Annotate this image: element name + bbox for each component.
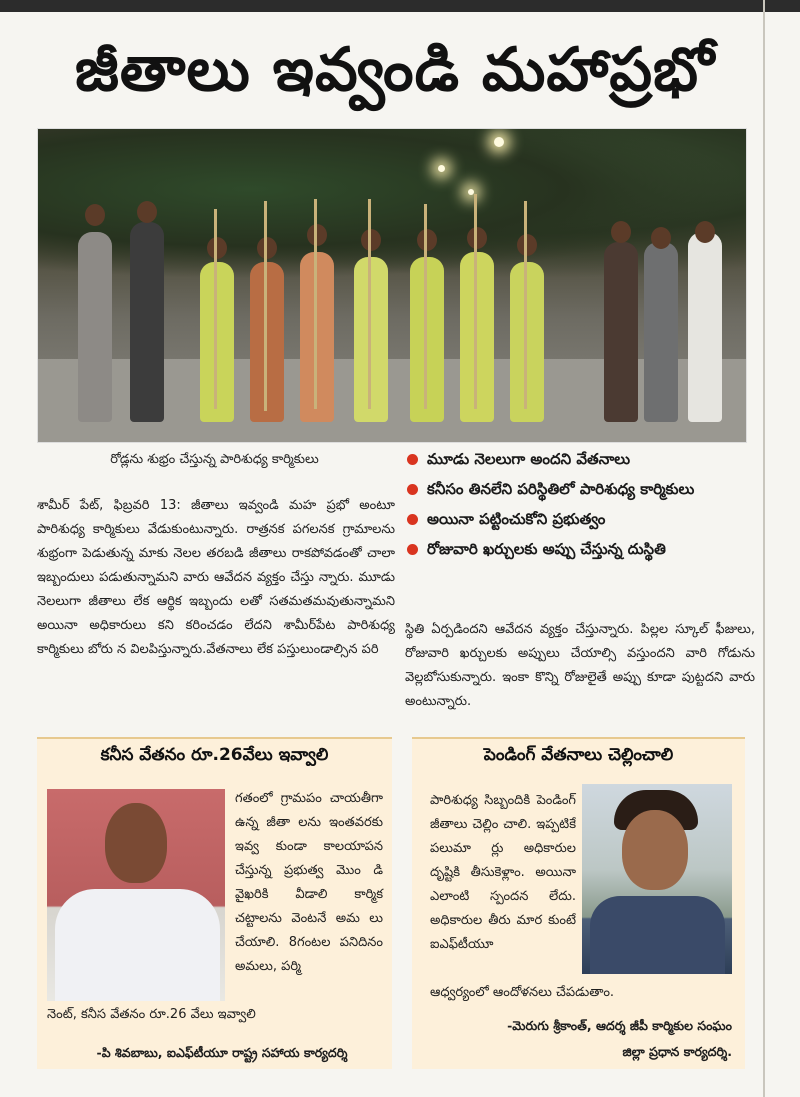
quote-signature: -పి శివబాబు, ఐఎఫ్‌టీయూ రాష్ట్ర సహాయ కార్యదర్శి [96, 1045, 348, 1060]
quote-box-right [412, 737, 745, 1069]
highlight-item: మూడు నెలలుగా అందని వేతనాలు [405, 444, 760, 474]
quote-signature [432, 1013, 732, 1065]
portrait-photo [582, 784, 732, 974]
highlight-item: కనీసం తినలేని పరిస్థితిలో పారిశుధ్య కార్మికులు [405, 474, 760, 504]
quote-text: పారిశుధ్య సిబ్బందికి పెండింగ్ జీతాలు చెల్లిం చాలి. ఇప్పటికే పలుమా ర్లు అధికారుల దృష్టికి తీసుకెళ్లాం. అయినా ఎలాంటి స్పందన లేదు. అధికారుల తీరు మార కుంటే ఐఎఫ్‌టీయూ [430, 793, 576, 952]
top-edge-bar [0, 0, 800, 12]
workers-photo [37, 128, 747, 443]
quote-text-continued: ఆధ్వర్యంలో ఆందోళనలు చేపడుతాం. [430, 985, 615, 1000]
highlight-item: అయినా పట్టించుకోని ప్రభుత్వం [405, 504, 760, 534]
quote-box-title: పెండింగ్ వేతనాలు చెల్లించాలి [483, 745, 674, 765]
quote-box-title: కనీస వేతనం రూ.26వేలు ఇవ్వాలి [100, 745, 329, 765]
quote-text-continued: నెంట్, కనీస వేతనం రూ.26 వేలు ఇవ్వాలి [47, 1007, 256, 1022]
photo-caption: రోడ్లను శుభ్రం చేస్తున్న పారిశుధ్య కార్మికులు [110, 452, 319, 467]
signature-line-1: -మెరుగు శ్రీకాంత్, ఆదర్శ జీపీ కార్మికుల సంఘం [507, 1018, 732, 1033]
portrait-photo [47, 789, 225, 1001]
highlight-item: రోజువారి ఖర్చులకు అప్పు చేస్తున్న దుస్థితి [405, 534, 760, 564]
highlights-list [405, 444, 760, 564]
column-divider [763, 0, 765, 1097]
signature-line-2: జిల్లా ప్రధాన కార్యదర్శి. [622, 1044, 732, 1059]
headline: జీతాలు ఇవ్వండి మహాప్రభో [75, 35, 715, 105]
quote-box-left [37, 737, 392, 1069]
quote-text: గతంలో గ్రామపం చాయతీగా ఉన్న జీతా లను ఇంతవరకు ఇవ్వ కుండా కాలయాపన చేస్తున్న ప్రభుత్వ మొం డి వైఖరికి వీడాలి కార్మిక చట్టాలను వెంటనే అమ లు చేయాలి. 8గంటల పనిదినం అమలు, పర్మి [235, 791, 383, 974]
article-body-left: శామీర్ పేట్, ఫిబ్రవరి 13: జీతాలు ఇవ్వండి మహ ప్రభో అంటూ పారిశుధ్య కార్మికులు వేడుకుంటున్నారు. రాత్రనక పగలనక గ్రామాలను శుభ్రంగా పెడుతున్న మాకు నెలల తరబడి జీతాలు రాకపోవడంతో చాలా ఇబ్బందులు పడుతున్నామని వారు ఆవేదన వ్యక్తం చేస్తు న్నారు. మూడు నెలలుగా జీతాలు లేక ఆర్థిక ఇబ్బందు లతో సతమతమవుతున్నామని అయినా అధికారులు కని కరించడం లేదని శామీర్‌పేట పారిశుధ్య కార్మికులు బోరు న విలపిస్తున్నారు.వేతనాలు లేక పస్తులుండాల్సిన పరి [37, 498, 395, 657]
article-body-right: స్థితి ఏర్పడిందని ఆవేదన వ్యక్తం చేస్తున్నారు. పిల్లల స్కూల్ ఫీజులు, రోజువారి ఖర్చులకు అప్పులు చేయాల్సి వస్తుందని వారి గోడును వెల్లబోసుకున్నారు. ఇంకా కొన్ని రోజులైతే అప్పు కూడా పుట్టదని వారు అంటున్నారు. [405, 622, 755, 709]
